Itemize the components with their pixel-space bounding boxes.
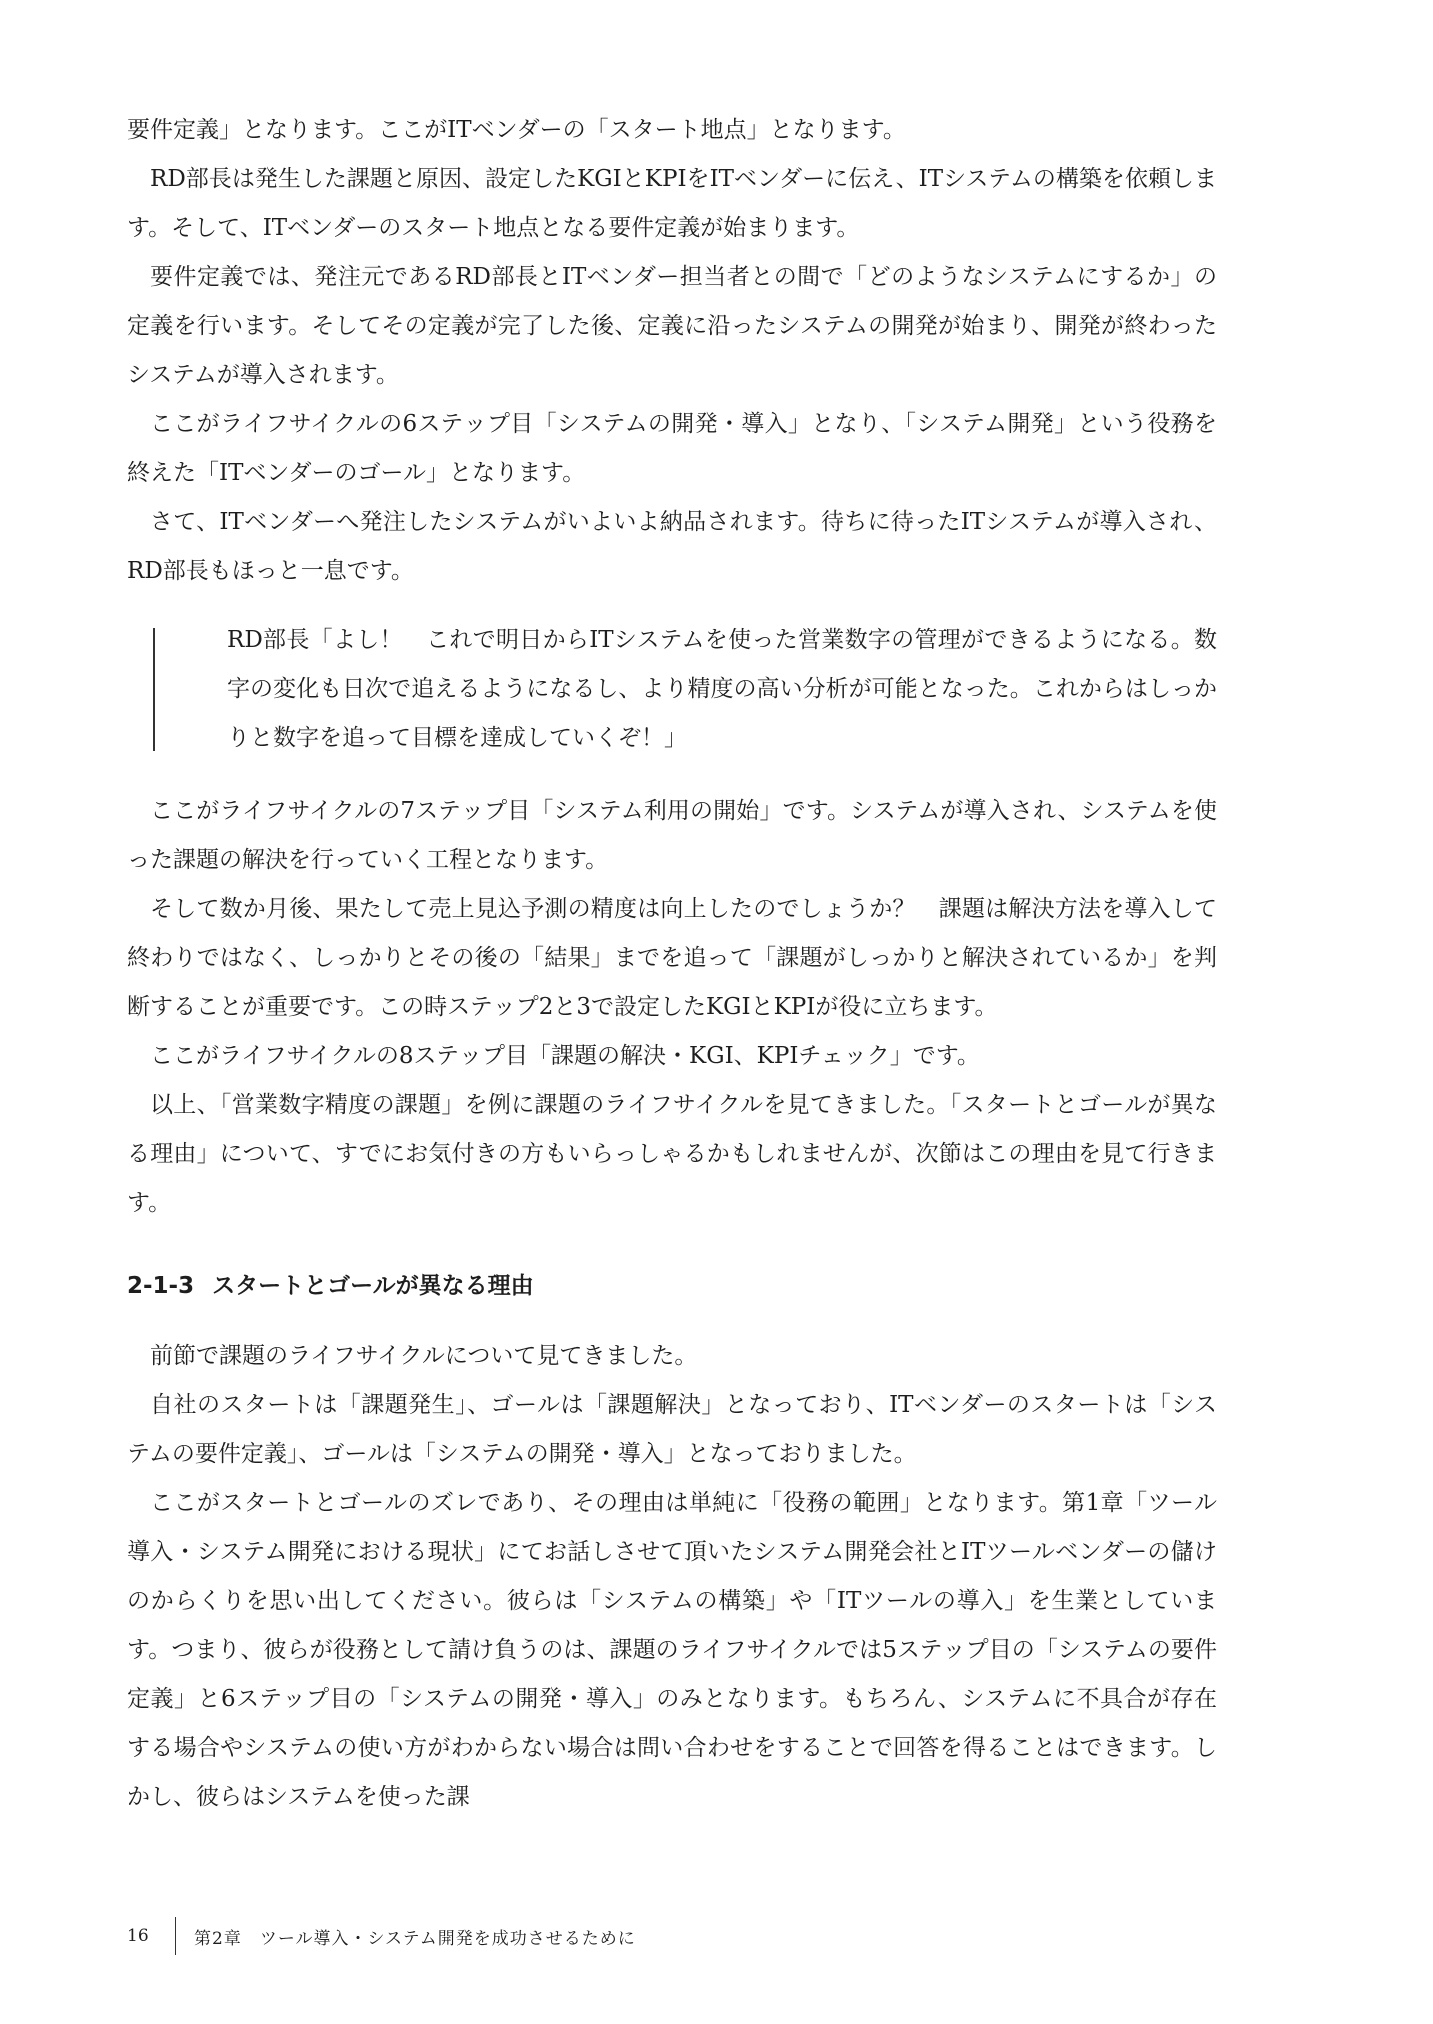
section-number: 2-1-3 [127,1273,195,1299]
section-heading [127,1266,1217,1306]
paragraph: ここがライフサイクルの6ステップ目「システムの開発・導入」となり、「システム開発」という役務を終えた「ITベンダーのゴール」となります。 [127,411,1217,486]
paragraph: 要件定義」となります。ここがITベンダーの「スタート地点」となります。 [127,117,906,143]
paragraph: 要件定義では、発注元であるRD部長とITベンダー担当者との間で「どのようなシステムにするか」の定義を行います。そしてその定義が完了した後、定義に沿ったシステムの開発が始まり、開発が終わったシステムが導入されます。 [127,264,1217,388]
paragraph: そして数か月後、果たして売上見込予測の精度は向上したのでしょうか？ 課題は解決方法を導入して終わりではなく、しっかりとその後の「結果」までを追って「課題がしっかりと解決されているか」を判断することが重要です。この時ステップ2と3で設定したKGIとKPIが役に立ちます。 [127,896,1217,1020]
paragraph: 前節で課題のライフサイクルについて見てきました。 [150,1343,698,1369]
paragraph: RD部長は発生した課題と原因、設定したKGIとKPIをITベンダーに伝え、ITシステムの構築を依頼します。そして、ITベンダーのスタート地点となる要件定義が始まります。 [127,166,1217,241]
quote-block [127,616,1217,763]
page-number: 16 [127,1926,149,1946]
paragraph: ここがライフサイクルの8ステップ目「課題の解決・KGI、KPIチェック」です。 [150,1043,980,1069]
paragraph: ここがライフサイクルの7ステップ目「システム利用の開始」です。システムが導入され、システムを使った課題の解決を行っていく工程となります。 [127,798,1217,873]
quote-bar [153,628,155,751]
paragraph: ここがスタートとゴールのズレであり、その理由は単純に「役務の範囲」となります。第1章「ツール導入・システム開発における現状」にてお話しさせて頂いたシステム開発会社とITツールベンダーの儲けのからくりを思い出してください。彼らは「システムの構築」や「ITツールの導入」を生業としています。つまり、彼らが役務として請け負うのは、課題のライフサイクルでは5ステップ目の「システムの要件定義」と6ステップ目の「システムの開発・導入」のみとなります。もちろん、システムに不具合が存在する場合やシステムの使い方がわからない場合は問い合わせをすることで回答を得ることはできます。しかし、彼らはシステムを使った課 [127,1490,1217,1810]
paragraph: 以上、「営業数字精度の課題」を例に課題のライフサイクルを見てきました。「スタートとゴールが異なる理由」について、すでにお気付きの方もいらっしゃるかもしれませんが、次節はこの理由を見て行きます。 [127,1092,1217,1216]
paragraphs-middle [127,787,1217,1228]
body-text [127,106,1217,1822]
quote-text: RD部長「よし！ これで明日からITシステムを使った営業数字の管理ができるようになる。数字の変化も日次で追えるようになるし、より精度の高い分析が可能となった。これからはしっかりと数字を追って目標を達成していくぞ！」 [227,627,1217,751]
paragraphs-top [127,106,1217,596]
paragraph: さて、ITベンダーへ発注したシステムがいよいよ納品されます。待ちに待ったITシステムが導入され、RD部長もほっと一息です。 [127,509,1217,584]
footer-divider [175,1917,176,1955]
section-title: スタートとゴールが異なる理由 [212,1273,534,1299]
running-header-chapter: 第2章 ツール導入・システム開発を成功させるために [194,1928,636,1949]
paragraphs-bottom [127,1332,1217,1822]
page-footer [127,1916,636,1956]
paragraph: 自社のスタートは「課題発生」、ゴールは「課題解決」となっており、ITベンダーのスタートは「システムの要件定義」、ゴールは「システムの開発・導入」となっておりました。 [127,1392,1217,1467]
